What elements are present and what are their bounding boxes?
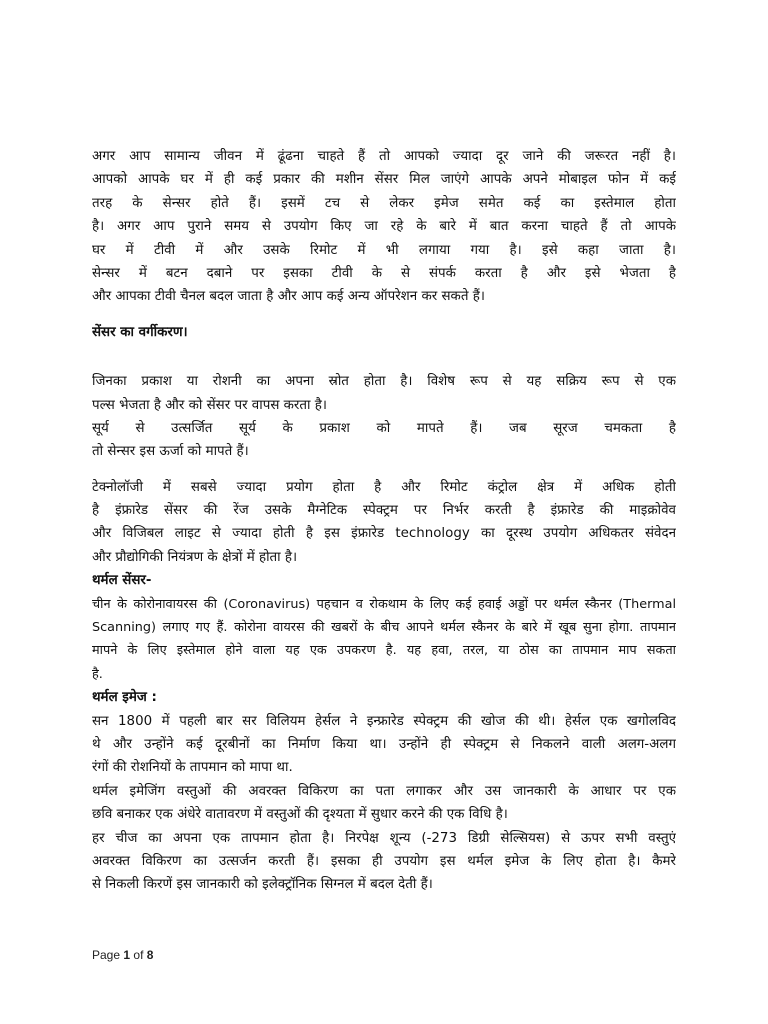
text-line: तो सेन्सर इस ऊर्जा को मापते हैं। [92,444,249,460]
heading-sensor-classification: सेंसर का वर्गीकरण। [92,324,188,340]
text-line: आपको आपके घर में ही कई प्रकार की मशीन सेंसर मिल जाएंगे आपके अपने मोबाइल फोन में कई [92,172,676,188]
page-label: Page [92,948,121,962]
text-line: हर चीज का अपना एक तापमान होता है। निरपेक्ष शून्य (-273 डिग्री सेल्सियस) से ऊपर सभी वस्तुएं [92,830,676,846]
heading-thermal-sensor: थर्मल सेंसर- [92,573,152,589]
text-line: छवि बनाकर एक अंधेरे वातावरण में वस्तुओं की दृश्यता में सुधार करने की एक विधि है। [92,807,508,823]
paragraph-infrared [92,476,676,570]
text-line: टेक्नोलॉजी में सबसे ज्यादा प्रयोग होता है और रिमोट कंट्रोल क्षेत्र में अधिक होती [92,479,676,495]
text-line: रंगों की रोशनियों के तापमान को मापा था. [92,760,293,776]
text-line: थे और उन्होंने कई दूरबीनों का निर्माण किया था। उन्होंने ही स्पेक्ट्रम से निकलने वाली अलग-अलग [92,736,676,752]
of-label: of [133,948,144,962]
text-line: पल्स भेजता है और को सेंसर पर वापस करता है। [92,397,327,413]
paragraph-thermal-sensor [92,593,676,687]
paragraph-intro [92,145,676,309]
page-current: 1 [123,948,131,962]
paragraph-active-sensor [92,370,676,464]
text-line: सूर्य से उत्सर्जित सूर्य के प्रकाश को मापते हैं। जब सूरज चमकता है [92,420,676,436]
page-footer [92,948,153,962]
text-line: और आपका टीवी चैनल बदल जाता है और आप कई अन्य ऑपरेशन कर सकते हैं। [92,289,485,305]
text-line: अगर आप सामान्य जीवन में ढूंढना चाहते हैं तो आपको ज्यादा दूर जाने की जरूरत नहीं है। [92,149,676,164]
text-line: तरह के सेन्सर होते हैं। इसमें टच से लेकर इमेज समेत कई का इस्तेमाल होता [92,195,676,211]
text-line: घर में टीवी में और उसके रिमोट में भी लगाया गया है। इसे कहा जाता है। [92,242,676,258]
document-body [92,145,676,897]
text-line: चीन के कोरोनावायरस की (Coronavirus) पहचान व रोकथाम के लिए कई हवाई अड्डों पर थर्मल स्कैनर (Thermal [92,596,676,612]
text-line: है. [92,666,103,682]
text-line: मापने के लिए इस्तेमाल होने वाला यह एक उपकरण है. यह हवा, तरल, या ठोस का तापमान माप सकता [92,643,676,659]
text-line: सेन्सर में बटन दबाने पर इसका टीवी के से संपर्क करता है और इसे भेजता है [92,265,676,281]
text-line: है। अगर आप पुराने समय से उपयोग किए जा रहे के बारे में बात करना चाहते हैं तो आपके [92,219,676,235]
text-line: सन 1800 में पहली बार सर विलियम हेर्सल ने इन्फ्रारेड स्पेक्ट्रम की खोज की थी। हेर्सल एक खगोलविद [92,713,676,729]
text-line: थर्मल इमेजिंग वस्तुओं की अवरक्त विकिरण का पता लगाकर और उस जानकारी के आधार पर एक [92,783,676,799]
text-line: जिनका प्रकाश या रोशनी का अपना स्रोत होता है। विशेष रूप से यह सक्रिय रूप से एक [92,374,676,390]
text-line: और प्रौद्योगिकी नियंत्रण के क्षेत्रों में होता है। [92,549,298,565]
text-line: से निकली किरणें इस जानकारी को इलेक्ट्रॉनिक सिग्नल में बदल देती हैं। [92,877,433,893]
text-line: अवरक्त विकिरण का उत्सर्जन करती हैं। इसका ही उपयोग इस थर्मल इमेज के लिए होता है। कैमरे [92,853,676,869]
page-total: 8 [146,948,154,962]
text-line: और विजिबल लाइट से ज्यादा होती है इस इंफ्रारेड technology का दूरस्थ उपयोग अधिकतर संवेदन [92,526,676,542]
text-line: Scanning) लगाए गए हैं. कोरोना वायरस की खबरों के बीच आपने थर्मल स्कैनर के बारे में खूब सुना होगा. तापमान [92,620,676,636]
text-line: है इंफ्रारेड सेंसर की रेंज उसके मैग्नेटिक स्पेक्ट्रम पर निर्भर करती है इंफ्रारेड की माइक्रोवेव [92,503,676,519]
heading-thermal-image: थर्मल इमेज : [92,690,157,706]
paragraph-thermal-image [92,710,676,897]
